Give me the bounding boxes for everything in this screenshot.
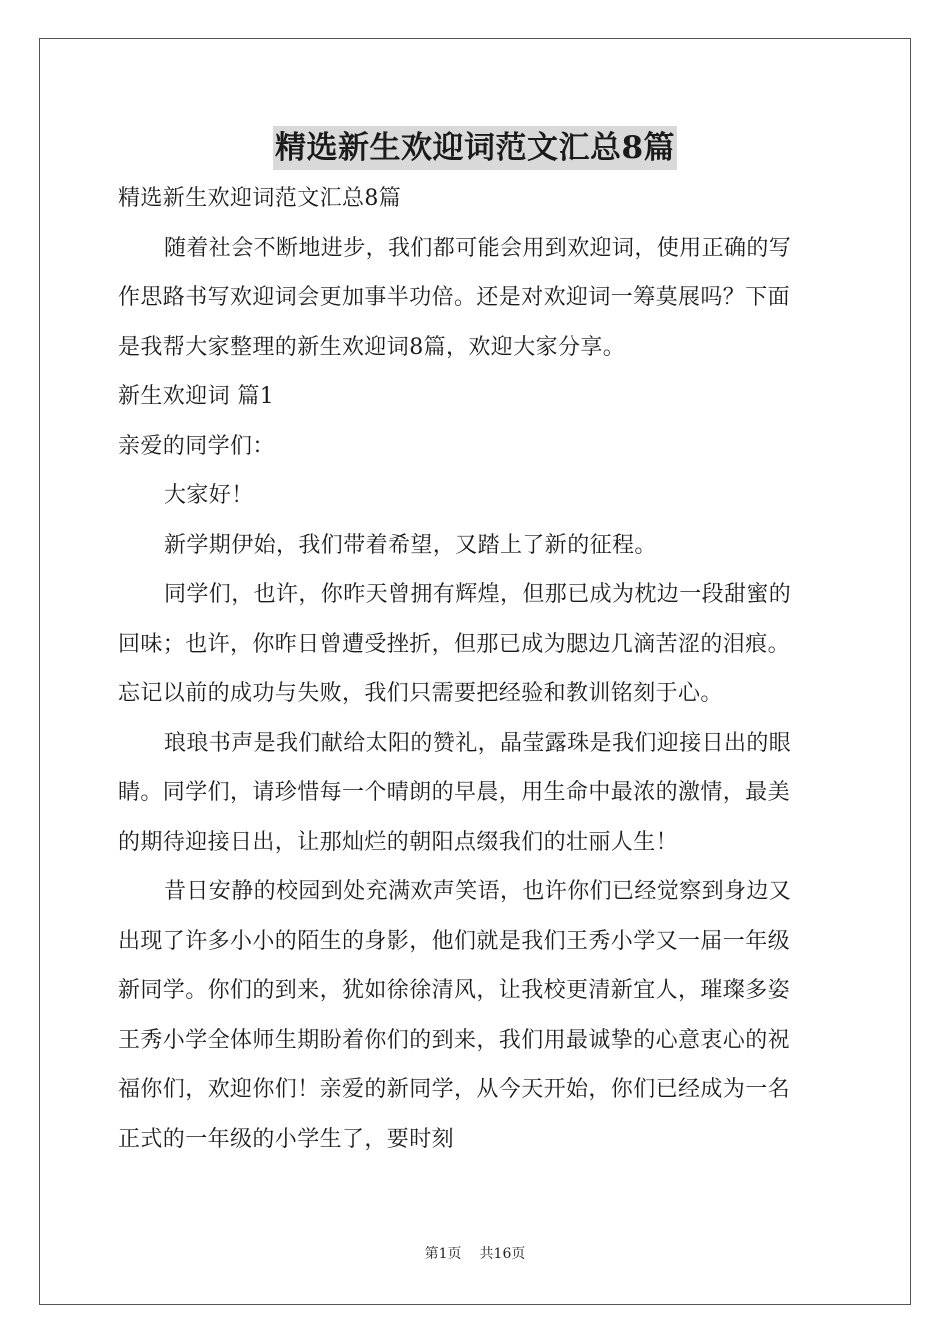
text-line: 大家好！ xyxy=(164,483,254,508)
text-line: 福你们，欢迎你们！亲爱的新同学，从今天开始，你们已经成为一名 xyxy=(118,1077,791,1102)
page-number-current: 第1页 xyxy=(424,1246,462,1262)
text-line: 昔日安静的校园到处充满欢声笑语，也许你们已经觉察到身边又 xyxy=(164,879,792,904)
text-line: 是我帮大家整理的新生欢迎词8篇，欢迎大家分享。 xyxy=(118,334,626,360)
text-line: 睛。同学们，请珍惜每一个晴朗的早晨，用生命中最浓的激情，最美 xyxy=(118,780,791,805)
document-title: 精选新生欢迎词范文汇总8篇 xyxy=(273,126,677,170)
text-line: 的期待迎接日出，让那灿烂的朝阳点缀我们的壮丽人生！ xyxy=(118,829,679,855)
text-line: 新学期伊始，我们带着希望，又踏上了新的征程。 xyxy=(164,532,657,558)
text-line: 亲爱的同学们： xyxy=(118,433,275,459)
text-line: 新同学。你们的到来，犹如徐徐清风，让我校更清新宜人，璀璨多姿 xyxy=(118,978,791,1003)
page-number-total: 共16页 xyxy=(479,1246,526,1262)
text-line: 王秀小学全体师生期盼着你们的到来，我们用最诚挚的心意衷心的祝 xyxy=(118,1027,791,1053)
text-line: 随着社会不断地进步，我们都可能会用到欢迎词，使用正确的写 xyxy=(164,235,792,261)
text-line: 忘记以前的成功与失败，我们只需要把经验和教训铭刻于心。 xyxy=(118,681,723,706)
page-footer xyxy=(0,1243,950,1263)
title-container xyxy=(0,126,950,170)
text-line: 作思路书写欢迎词会更加事半功倍。还是对欢迎词一筹莫展吗？下面 xyxy=(118,285,791,310)
text-line: 出现了许多小小的陌生的身影，他们就是我们王秀小学又一届一年级 xyxy=(118,928,791,954)
text-line: 正式的一年级的小学生了，要时刻 xyxy=(118,1126,455,1152)
text-line: 同学们，也许，你昨天曾拥有辉煌，但那已成为枕边一段甜蜜的 xyxy=(164,582,792,607)
text-line: 琅琅书声是我们献给太阳的赞礼，晶莹露珠是我们迎接日出的眼 xyxy=(164,730,792,756)
text-line: 新生欢迎词 篇1 xyxy=(118,384,275,409)
text-line: 回味；也许，你昨日曾遭受挫折，但那已成为腮边几滴苦涩的泪痕。 xyxy=(118,631,791,657)
document-body xyxy=(118,174,834,1164)
text-line: 精选新生欢迎词范文汇总8篇 xyxy=(118,186,402,211)
